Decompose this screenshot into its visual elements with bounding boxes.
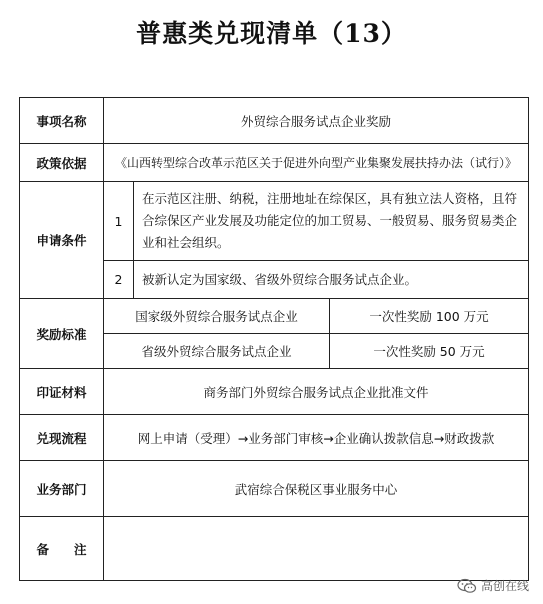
reward-level: 国家级外贸综合服务试点企业 xyxy=(104,299,330,334)
row-condition-1 xyxy=(20,182,529,261)
watermark xyxy=(457,577,529,594)
department-value: 武宿综合保税区事业服务中心 xyxy=(104,461,529,517)
row-process xyxy=(20,415,529,461)
materials-label: 印证材料 xyxy=(20,369,104,415)
condition-text: 被新认定为国家级、省级外贸综合服务试点企业。 xyxy=(134,261,529,299)
watermark-text: 高创在线 xyxy=(480,579,529,593)
remarks-label: 备 注 xyxy=(20,517,104,581)
item-name-label: 事项名称 xyxy=(20,98,104,144)
condition-number: 2 xyxy=(104,261,134,299)
remarks-value xyxy=(104,517,529,581)
item-name-value: 外贸综合服务试点企业奖励 xyxy=(104,98,529,144)
row-reward-1 xyxy=(20,299,529,334)
department-label: 业务部门 xyxy=(20,461,104,517)
materials-value: 商务部门外贸综合服务试点企业批准文件 xyxy=(104,369,529,415)
policy-value: 《山西转型综合改革示范区关于促进外向型产业集聚发展扶持办法（试行）》 xyxy=(104,144,529,182)
reward-amount: 一次性奖励 50 万元 xyxy=(330,334,529,369)
reward-level: 省级外贸综合服务试点企业 xyxy=(104,334,330,369)
row-item-name xyxy=(20,98,529,144)
wechat-icon xyxy=(457,578,477,594)
page-title: 普惠类兑现清单（13） xyxy=(136,19,407,48)
process-label: 兑现流程 xyxy=(20,415,104,461)
conditions-label: 申请条件 xyxy=(20,182,104,299)
row-department xyxy=(20,461,529,517)
policy-label: 政策依据 xyxy=(20,144,104,182)
row-policy xyxy=(20,144,529,182)
row-remarks xyxy=(20,517,529,581)
process-value: 网上申请（受理）→业务部门审核→企业确认拨款信息→财政拨款 xyxy=(104,415,529,461)
condition-number: 1 xyxy=(104,182,134,261)
reward-amount: 一次性奖励 100 万元 xyxy=(330,299,529,334)
row-materials xyxy=(20,369,529,415)
condition-text: 在示范区注册、纳税，注册地址在综保区，具有独立法人资格，且符合综保区产业发展及功能定位的加工贸易、一般贸易、服务贸易类企业和社会组织。 xyxy=(134,182,529,261)
reward-label: 奖励标准 xyxy=(20,299,104,369)
redemption-table xyxy=(19,97,529,581)
